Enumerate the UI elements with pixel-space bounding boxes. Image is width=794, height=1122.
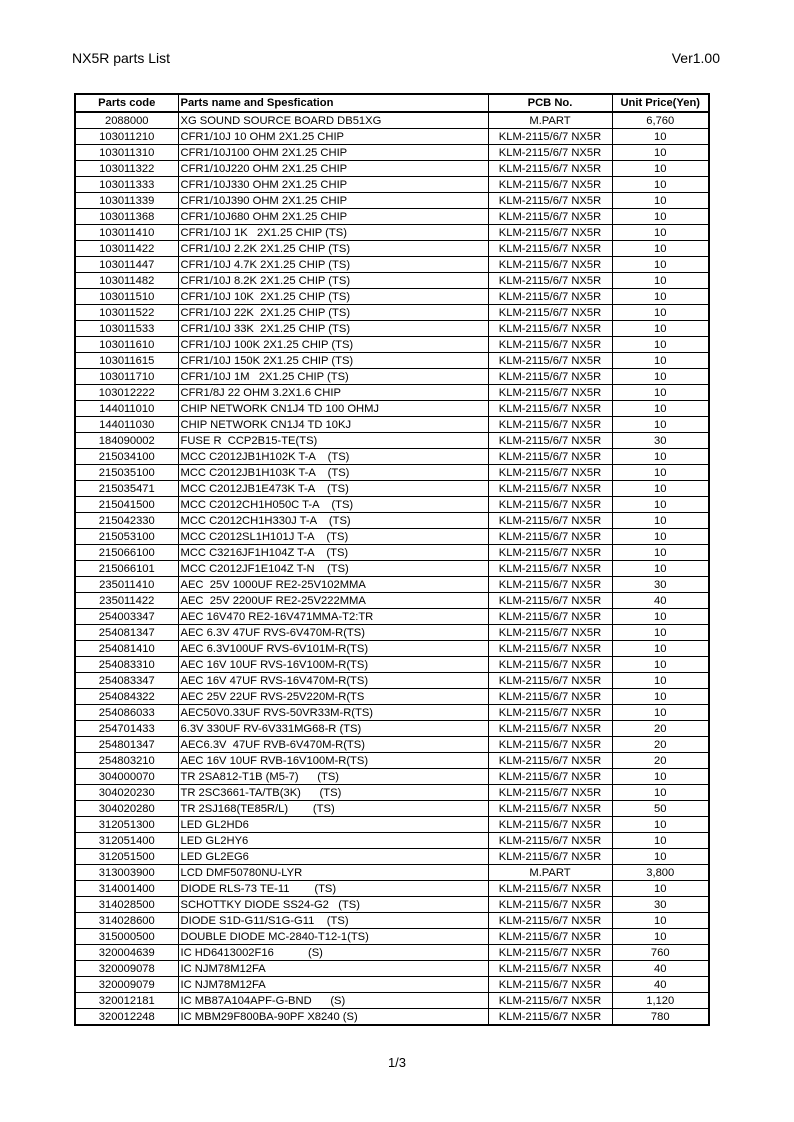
unit-price-cell: 20 (612, 721, 708, 737)
parts-code-cell: 103011310 (76, 145, 178, 161)
unit-price-cell: 10 (612, 881, 708, 897)
parts-code-cell: 314001400 (76, 881, 178, 897)
unit-price-cell: 10 (612, 817, 708, 833)
parts-name-cell: FUSE R CCP2B15-TE(TS) (178, 433, 488, 449)
parts-code-cell: 254084322 (76, 689, 178, 705)
parts-code-cell: 215041500 (76, 497, 178, 513)
unit-price-cell: 10 (612, 193, 708, 209)
table-row (76, 849, 708, 865)
pcb-no-cell: KLM-2115/6/7 NX5R (488, 753, 612, 769)
parts-name-cell: AEC 16V 10UF RVB-16V100M-R(TS) (178, 753, 488, 769)
pcb-no-cell: KLM-2115/6/7 NX5R (488, 545, 612, 561)
pcb-no-cell: KLM-2115/6/7 NX5R (488, 897, 612, 913)
pcb-no-cell: KLM-2115/6/7 NX5R (488, 305, 612, 321)
parts-code-cell: 215053100 (76, 529, 178, 545)
parts-code-cell: 320009079 (76, 977, 178, 993)
parts-name-cell: MCC C2012JF1E104Z T-N (TS) (178, 561, 488, 577)
table-row (76, 529, 708, 545)
pcb-no-cell: KLM-2115/6/7 NX5R (488, 465, 612, 481)
parts-code-cell: 103011447 (76, 257, 178, 273)
table-row (76, 737, 708, 753)
table-row (76, 561, 708, 577)
parts-code-cell: 103011482 (76, 273, 178, 289)
parts-name-cell: AEC 16V 10UF RVS-16V100M-R(TS) (178, 657, 488, 673)
unit-price-cell: 10 (612, 449, 708, 465)
table-row (76, 897, 708, 913)
parts-name-cell: AEC50V0.33UF RVS-50VR33M-R(TS) (178, 705, 488, 721)
unit-price-cell: 10 (612, 545, 708, 561)
table-row (76, 1009, 708, 1025)
unit-price-cell: 10 (612, 241, 708, 257)
table-row (76, 945, 708, 961)
pcb-no-cell: KLM-2115/6/7 NX5R (488, 385, 612, 401)
parts-code-cell: 184090002 (76, 433, 178, 449)
table-row (76, 817, 708, 833)
parts-name-cell: CFR1/10J 33K 2X1.25 CHIP (TS) (178, 321, 488, 337)
parts-code-cell: 215034100 (76, 449, 178, 465)
unit-price-cell: 10 (612, 561, 708, 577)
page-number: 1/3 (387, 1055, 407, 1070)
unit-price-cell: 10 (612, 769, 708, 785)
unit-price-cell: 40 (612, 961, 708, 977)
table-row (76, 193, 708, 209)
table-row (76, 433, 708, 449)
pcb-no-cell: KLM-2115/6/7 NX5R (488, 225, 612, 241)
pcb-no-cell: KLM-2115/6/7 NX5R (488, 945, 612, 961)
pcb-no-cell: KLM-2115/6/7 NX5R (488, 785, 612, 801)
pcb-no-cell: KLM-2115/6/7 NX5R (488, 129, 612, 145)
pcb-no-cell: KLM-2115/6/7 NX5R (488, 321, 612, 337)
parts-code-cell: 103011610 (76, 337, 178, 353)
pcb-no-cell: KLM-2115/6/7 NX5R (488, 977, 612, 993)
parts-code-cell: 144011010 (76, 401, 178, 417)
table-row (76, 705, 708, 721)
parts-name-cell: AEC6.3V 47UF RVB-6V470M-R(TS) (178, 737, 488, 753)
parts-code-cell: 235011422 (76, 593, 178, 609)
parts-name-cell: CFR1/10J100 OHM 2X1.25 CHIP (178, 145, 488, 161)
table-row (76, 209, 708, 225)
column-header-unit-price: Unit Price(Yen) (612, 95, 708, 112)
pcb-no-cell: KLM-2115/6/7 NX5R (488, 769, 612, 785)
parts-name-cell: MCC C3216JF1H104Z T-A (TS) (178, 545, 488, 561)
parts-code-cell: 254003347 (76, 609, 178, 625)
pcb-no-cell: KLM-2115/6/7 NX5R (488, 993, 612, 1009)
table-row (76, 657, 708, 673)
parts-code-cell: 254081347 (76, 625, 178, 641)
table-row (76, 801, 708, 817)
unit-price-cell: 10 (612, 161, 708, 177)
parts-name-cell: AEC 6.3V 47UF RVS-6V470M-R(TS) (178, 625, 488, 641)
pcb-no-cell: KLM-2115/6/7 NX5R (488, 817, 612, 833)
unit-price-cell: 30 (612, 433, 708, 449)
unit-price-cell: 10 (612, 273, 708, 289)
parts-code-cell: 103011533 (76, 321, 178, 337)
document-title: NX5R parts List (72, 50, 171, 66)
pcb-no-cell: KLM-2115/6/7 NX5R (488, 929, 612, 945)
unit-price-cell: 10 (612, 785, 708, 801)
table-row (76, 721, 708, 737)
parts-name-cell: CFR1/10J390 OHM 2X1.25 CHIP (178, 193, 488, 209)
unit-price-cell: 10 (612, 609, 708, 625)
parts-name-cell: TR 2SC3661-TA/TB(3K) (TS) (178, 785, 488, 801)
table-row (76, 689, 708, 705)
table-row (76, 993, 708, 1009)
pcb-no-cell: KLM-2115/6/7 NX5R (488, 449, 612, 465)
parts-code-cell: 215042330 (76, 513, 178, 529)
parts-name-cell: CFR1/10J 150K 2X1.25 CHIP (TS) (178, 353, 488, 369)
table-row (76, 513, 708, 529)
table-row (76, 129, 708, 145)
table-row (76, 833, 708, 849)
parts-code-cell: 254701433 (76, 721, 178, 737)
table-row (76, 577, 708, 593)
unit-price-cell: 10 (612, 657, 708, 673)
pcb-no-cell: KLM-2115/6/7 NX5R (488, 513, 612, 529)
parts-name-cell: CFR1/10J 10 OHM 2X1.25 CHIP (178, 129, 488, 145)
table-row (76, 481, 708, 497)
table-row (76, 913, 708, 929)
parts-name-cell: TR 2SA812-T1B (M5-7) (TS) (178, 769, 488, 785)
unit-price-cell: 10 (612, 625, 708, 641)
unit-price-cell: 10 (612, 401, 708, 417)
column-header-parts-code: Parts code (76, 95, 178, 112)
table-row (76, 769, 708, 785)
unit-price-cell: 30 (612, 577, 708, 593)
column-header-pcb-no: PCB No. (488, 95, 612, 112)
parts-code-cell: 103011410 (76, 225, 178, 241)
pcb-no-cell: KLM-2115/6/7 NX5R (488, 193, 612, 209)
parts-name-cell: AEC 25V 2200UF RE2-25V222MMA (178, 593, 488, 609)
parts-code-cell: 103011368 (76, 209, 178, 225)
parts-code-cell: 103012222 (76, 385, 178, 401)
unit-price-cell: 10 (612, 641, 708, 657)
pcb-no-cell: KLM-2115/6/7 NX5R (488, 417, 612, 433)
pcb-no-cell: KLM-2115/6/7 NX5R (488, 257, 612, 273)
parts-name-cell: CFR1/10J220 OHM 2X1.25 CHIP (178, 161, 488, 177)
unit-price-cell: 10 (612, 209, 708, 225)
table-row (76, 177, 708, 193)
parts-code-cell: 103011210 (76, 129, 178, 145)
pcb-no-cell: KLM-2115/6/7 NX5R (488, 145, 612, 161)
parts-code-cell: 144011030 (76, 417, 178, 433)
parts-code-cell: 254081410 (76, 641, 178, 657)
parts-code-cell: 103011422 (76, 241, 178, 257)
parts-code-cell: 215035100 (76, 465, 178, 481)
unit-price-cell: 6,760 (612, 112, 708, 129)
parts-name-cell: IC NJM78M12FA (178, 961, 488, 977)
unit-price-cell: 1,120 (612, 993, 708, 1009)
unit-price-cell: 10 (612, 145, 708, 161)
table-row (76, 673, 708, 689)
parts-code-cell: 312051400 (76, 833, 178, 849)
parts-name-cell: DIODE RLS-73 TE-11 (TS) (178, 881, 488, 897)
parts-name-cell: LCD DMF50780NU-LYR (178, 865, 488, 881)
table-row (76, 385, 708, 401)
unit-price-cell: 10 (612, 705, 708, 721)
table-row (76, 273, 708, 289)
parts-name-cell: AEC 25V 22UF RVS-25V220M-R(TS (178, 689, 488, 705)
pcb-no-cell: M.PART (488, 865, 612, 881)
unit-price-cell: 10 (612, 465, 708, 481)
pcb-no-cell: KLM-2115/6/7 NX5R (488, 289, 612, 305)
pcb-no-cell: KLM-2115/6/7 NX5R (488, 673, 612, 689)
pcb-no-cell: KLM-2115/6/7 NX5R (488, 1009, 612, 1025)
unit-price-cell: 10 (612, 513, 708, 529)
unit-price-cell: 10 (612, 305, 708, 321)
unit-price-cell: 10 (612, 849, 708, 865)
pcb-no-cell: KLM-2115/6/7 NX5R (488, 241, 612, 257)
table-header-row (76, 95, 708, 112)
parts-name-cell: MCC C2012CH1H050C T-A (TS) (178, 497, 488, 513)
parts-code-cell: 2088000 (76, 112, 178, 129)
parts-code-cell: 320009078 (76, 961, 178, 977)
pcb-no-cell: KLM-2115/6/7 NX5R (488, 273, 612, 289)
unit-price-cell: 10 (612, 497, 708, 513)
parts-name-cell: CFR1/10J 1M 2X1.25 CHIP (TS) (178, 369, 488, 385)
parts-name-cell: CFR1/10J 100K 2X1.25 CHIP (TS) (178, 337, 488, 353)
unit-price-cell: 10 (612, 481, 708, 497)
parts-code-cell: 215066100 (76, 545, 178, 561)
version-label: Ver1.00 (671, 50, 720, 66)
unit-price-cell: 10 (612, 417, 708, 433)
unit-price-cell: 10 (612, 385, 708, 401)
parts-code-cell: 304000070 (76, 769, 178, 785)
table-row (76, 449, 708, 465)
table-row (76, 641, 708, 657)
unit-price-cell: 10 (612, 529, 708, 545)
pcb-no-cell: KLM-2115/6/7 NX5R (488, 161, 612, 177)
parts-code-cell: 215035471 (76, 481, 178, 497)
pcb-no-cell: KLM-2115/6/7 NX5R (488, 177, 612, 193)
pcb-no-cell: KLM-2115/6/7 NX5R (488, 657, 612, 673)
table-row (76, 241, 708, 257)
pcb-no-cell: KLM-2115/6/7 NX5R (488, 849, 612, 865)
parts-name-cell: IC MBM29F800BA-90PF X8240 (S) (178, 1009, 488, 1025)
table-row (76, 337, 708, 353)
unit-price-cell: 10 (612, 337, 708, 353)
table-row (76, 369, 708, 385)
pcb-no-cell: KLM-2115/6/7 NX5R (488, 481, 612, 497)
unit-price-cell: 10 (612, 353, 708, 369)
table-row (76, 785, 708, 801)
unit-price-cell: 10 (612, 257, 708, 273)
parts-code-cell: 103011522 (76, 305, 178, 321)
parts-name-cell: CHIP NETWORK CN1J4 TD 100 OHMJ (178, 401, 488, 417)
parts-code-cell: 103011510 (76, 289, 178, 305)
parts-code-cell: 254083347 (76, 673, 178, 689)
parts-code-cell: 312051300 (76, 817, 178, 833)
table-row (76, 289, 708, 305)
pcb-no-cell: KLM-2115/6/7 NX5R (488, 497, 612, 513)
table-row (76, 225, 708, 241)
table-row (76, 161, 708, 177)
table-row (76, 961, 708, 977)
parts-name-cell: MCC C2012JB1E473K T-A (TS) (178, 481, 488, 497)
table-row (76, 305, 708, 321)
parts-name-cell: SCHOTTKY DIODE SS24-G2 (TS) (178, 897, 488, 913)
table-row (76, 401, 708, 417)
pcb-no-cell: KLM-2115/6/7 NX5R (488, 433, 612, 449)
parts-code-cell: 235011410 (76, 577, 178, 593)
unit-price-cell: 10 (612, 369, 708, 385)
pcb-no-cell: KLM-2115/6/7 NX5R (488, 337, 612, 353)
pcb-no-cell: KLM-2115/6/7 NX5R (488, 369, 612, 385)
table-row (76, 753, 708, 769)
unit-price-cell: 20 (612, 737, 708, 753)
parts-name-cell: IC NJM78M12FA (178, 977, 488, 993)
unit-price-cell: 40 (612, 593, 708, 609)
table-row (76, 625, 708, 641)
parts-name-cell: AEC 25V 1000UF RE2-25V102MMA (178, 577, 488, 593)
pcb-no-cell: KLM-2115/6/7 NX5R (488, 561, 612, 577)
parts-name-cell: XG SOUND SOURCE BOARD DB51XG (178, 112, 488, 129)
parts-name-cell: IC MB87A104APF-G-BND (S) (178, 993, 488, 1009)
pcb-no-cell: KLM-2115/6/7 NX5R (488, 801, 612, 817)
pcb-no-cell: KLM-2115/6/7 NX5R (488, 913, 612, 929)
parts-code-cell: 312051500 (76, 849, 178, 865)
parts-code-cell: 320012181 (76, 993, 178, 1009)
parts-code-cell: 314028500 (76, 897, 178, 913)
pcb-no-cell: KLM-2115/6/7 NX5R (488, 209, 612, 225)
table-row (76, 497, 708, 513)
parts-code-cell: 103011339 (76, 193, 178, 209)
parts-code-cell: 103011710 (76, 369, 178, 385)
parts-name-cell: LED GL2HD6 (178, 817, 488, 833)
pcb-no-cell: KLM-2115/6/7 NX5R (488, 529, 612, 545)
parts-code-cell: 254801347 (76, 737, 178, 753)
parts-name-cell: 6.3V 330UF RV-6V331MG68-R (TS) (178, 721, 488, 737)
parts-code-cell: 304020230 (76, 785, 178, 801)
parts-name-cell: DOUBLE DIODE MC-2840-T12-1(TS) (178, 929, 488, 945)
parts-code-cell: 320004639 (76, 945, 178, 961)
parts-code-cell: 215066101 (76, 561, 178, 577)
pcb-no-cell: KLM-2115/6/7 NX5R (488, 577, 612, 593)
parts-code-cell: 254086033 (76, 705, 178, 721)
parts-code-cell: 103011615 (76, 353, 178, 369)
parts-table (74, 93, 710, 1026)
unit-price-cell: 40 (612, 977, 708, 993)
parts-name-cell: TR 2SJ168(TE85R/L) (TS) (178, 801, 488, 817)
unit-price-cell: 50 (612, 801, 708, 817)
pcb-no-cell: KLM-2115/6/7 NX5R (488, 721, 612, 737)
parts-name-cell: DIODE S1D-G11/S1G-G11 (TS) (178, 913, 488, 929)
parts-name-cell: CFR1/10J 22K 2X1.25 CHIP (TS) (178, 305, 488, 321)
unit-price-cell: 3,800 (612, 865, 708, 881)
unit-price-cell: 10 (612, 833, 708, 849)
table-row (76, 865, 708, 881)
parts-name-cell: AEC 6.3V100UF RVS-6V101M-R(TS) (178, 641, 488, 657)
pcb-no-cell: KLM-2115/6/7 NX5R (488, 961, 612, 977)
table-row (76, 353, 708, 369)
unit-price-cell: 10 (612, 321, 708, 337)
table-row (76, 929, 708, 945)
parts-code-cell: 314028600 (76, 913, 178, 929)
unit-price-cell: 10 (612, 673, 708, 689)
table-row (76, 881, 708, 897)
pcb-no-cell: KLM-2115/6/7 NX5R (488, 641, 612, 657)
pcb-no-cell: M.PART (488, 112, 612, 129)
pcb-no-cell: KLM-2115/6/7 NX5R (488, 625, 612, 641)
parts-name-cell: CHIP NETWORK CN1J4 TD 10KJ (178, 417, 488, 433)
pcb-no-cell: KLM-2115/6/7 NX5R (488, 593, 612, 609)
column-header-parts-name: Parts name and Spesfication (178, 95, 488, 112)
unit-price-cell: 10 (612, 689, 708, 705)
parts-code-cell: 103011333 (76, 177, 178, 193)
pcb-no-cell: KLM-2115/6/7 NX5R (488, 705, 612, 721)
pcb-no-cell: KLM-2115/6/7 NX5R (488, 833, 612, 849)
parts-name-cell: CFR1/10J330 OHM 2X1.25 CHIP (178, 177, 488, 193)
parts-name-cell: AEC 16V470 RE2-16V471MMA-T2:TR (178, 609, 488, 625)
table-row (76, 465, 708, 481)
unit-price-cell: 780 (650, 1010, 670, 1023)
parts-code-cell: 313003900 (76, 865, 178, 881)
unit-price-cell: 10 (612, 225, 708, 241)
parts-code-cell: 254083310 (76, 657, 178, 673)
parts-name-cell: MCC C2012JB1H103K T-A (TS) (178, 465, 488, 481)
unit-price-cell: 760 (612, 945, 708, 961)
parts-name-cell: LED GL2EG6 (178, 849, 488, 865)
parts-name-cell: CFR1/10J 4.7K 2X1.25 CHIP (TS) (178, 257, 488, 273)
pcb-no-cell: KLM-2115/6/7 NX5R (488, 737, 612, 753)
parts-code-cell: 304020280 (76, 801, 178, 817)
parts-name-cell: MCC C2012SL1H101J T-A (TS) (178, 529, 488, 545)
pcb-no-cell: KLM-2115/6/7 NX5R (488, 689, 612, 705)
unit-price-cell: 10 (612, 913, 708, 929)
pcb-no-cell: KLM-2115/6/7 NX5R (488, 609, 612, 625)
unit-price-cell: 20 (612, 753, 708, 769)
parts-code-cell: 254803210 (76, 753, 178, 769)
parts-name-cell: MCC C2012JB1H102K T-A (TS) (178, 449, 488, 465)
parts-name-cell: LED GL2HY6 (178, 833, 488, 849)
parts-code-cell: 315000500 (76, 929, 178, 945)
parts-code-cell: 320012248 (76, 1009, 178, 1025)
table-row (76, 112, 708, 129)
parts-name-cell: CFR1/10J 10K 2X1.25 CHIP (TS) (178, 289, 488, 305)
unit-price-cell: 10 (612, 929, 708, 945)
pcb-no-cell: KLM-2115/6/7 NX5R (488, 881, 612, 897)
parts-code-cell: 103011322 (76, 161, 178, 177)
parts-name-cell: CFR1/10J 1K 2X1.25 CHIP (TS) (178, 225, 488, 241)
table-row (76, 145, 708, 161)
table-row (76, 257, 708, 273)
parts-name-cell: CFR1/8J 22 OHM 3.2X1.6 CHIP (178, 385, 488, 401)
table-row (76, 321, 708, 337)
pcb-no-cell: KLM-2115/6/7 NX5R (488, 401, 612, 417)
table-row (76, 593, 708, 609)
parts-name-cell: CFR1/10J 8.2K 2X1.25 CHIP (TS) (178, 273, 488, 289)
parts-name-cell: CFR1/10J680 OHM 2X1.25 CHIP (178, 209, 488, 225)
parts-name-cell: CFR1/10J 2.2K 2X1.25 CHIP (TS) (178, 241, 488, 257)
table-row (76, 417, 708, 433)
parts-name-cell: AEC 16V 47UF RVS-16V470M-R(TS) (178, 673, 488, 689)
unit-price-cell: 10 (612, 289, 708, 305)
table-row (76, 977, 708, 993)
table-row (76, 609, 708, 625)
unit-price-cell: 10 (612, 177, 708, 193)
pcb-no-cell: KLM-2115/6/7 NX5R (488, 353, 612, 369)
unit-price-cell: 10 (612, 129, 708, 145)
unit-price-cell: 30 (612, 897, 708, 913)
parts-name-cell: MCC C2012CH1H330J T-A (TS) (178, 513, 488, 529)
parts-name-cell: IC HD6413002F16 (S) (178, 945, 488, 961)
table-row (76, 545, 708, 561)
